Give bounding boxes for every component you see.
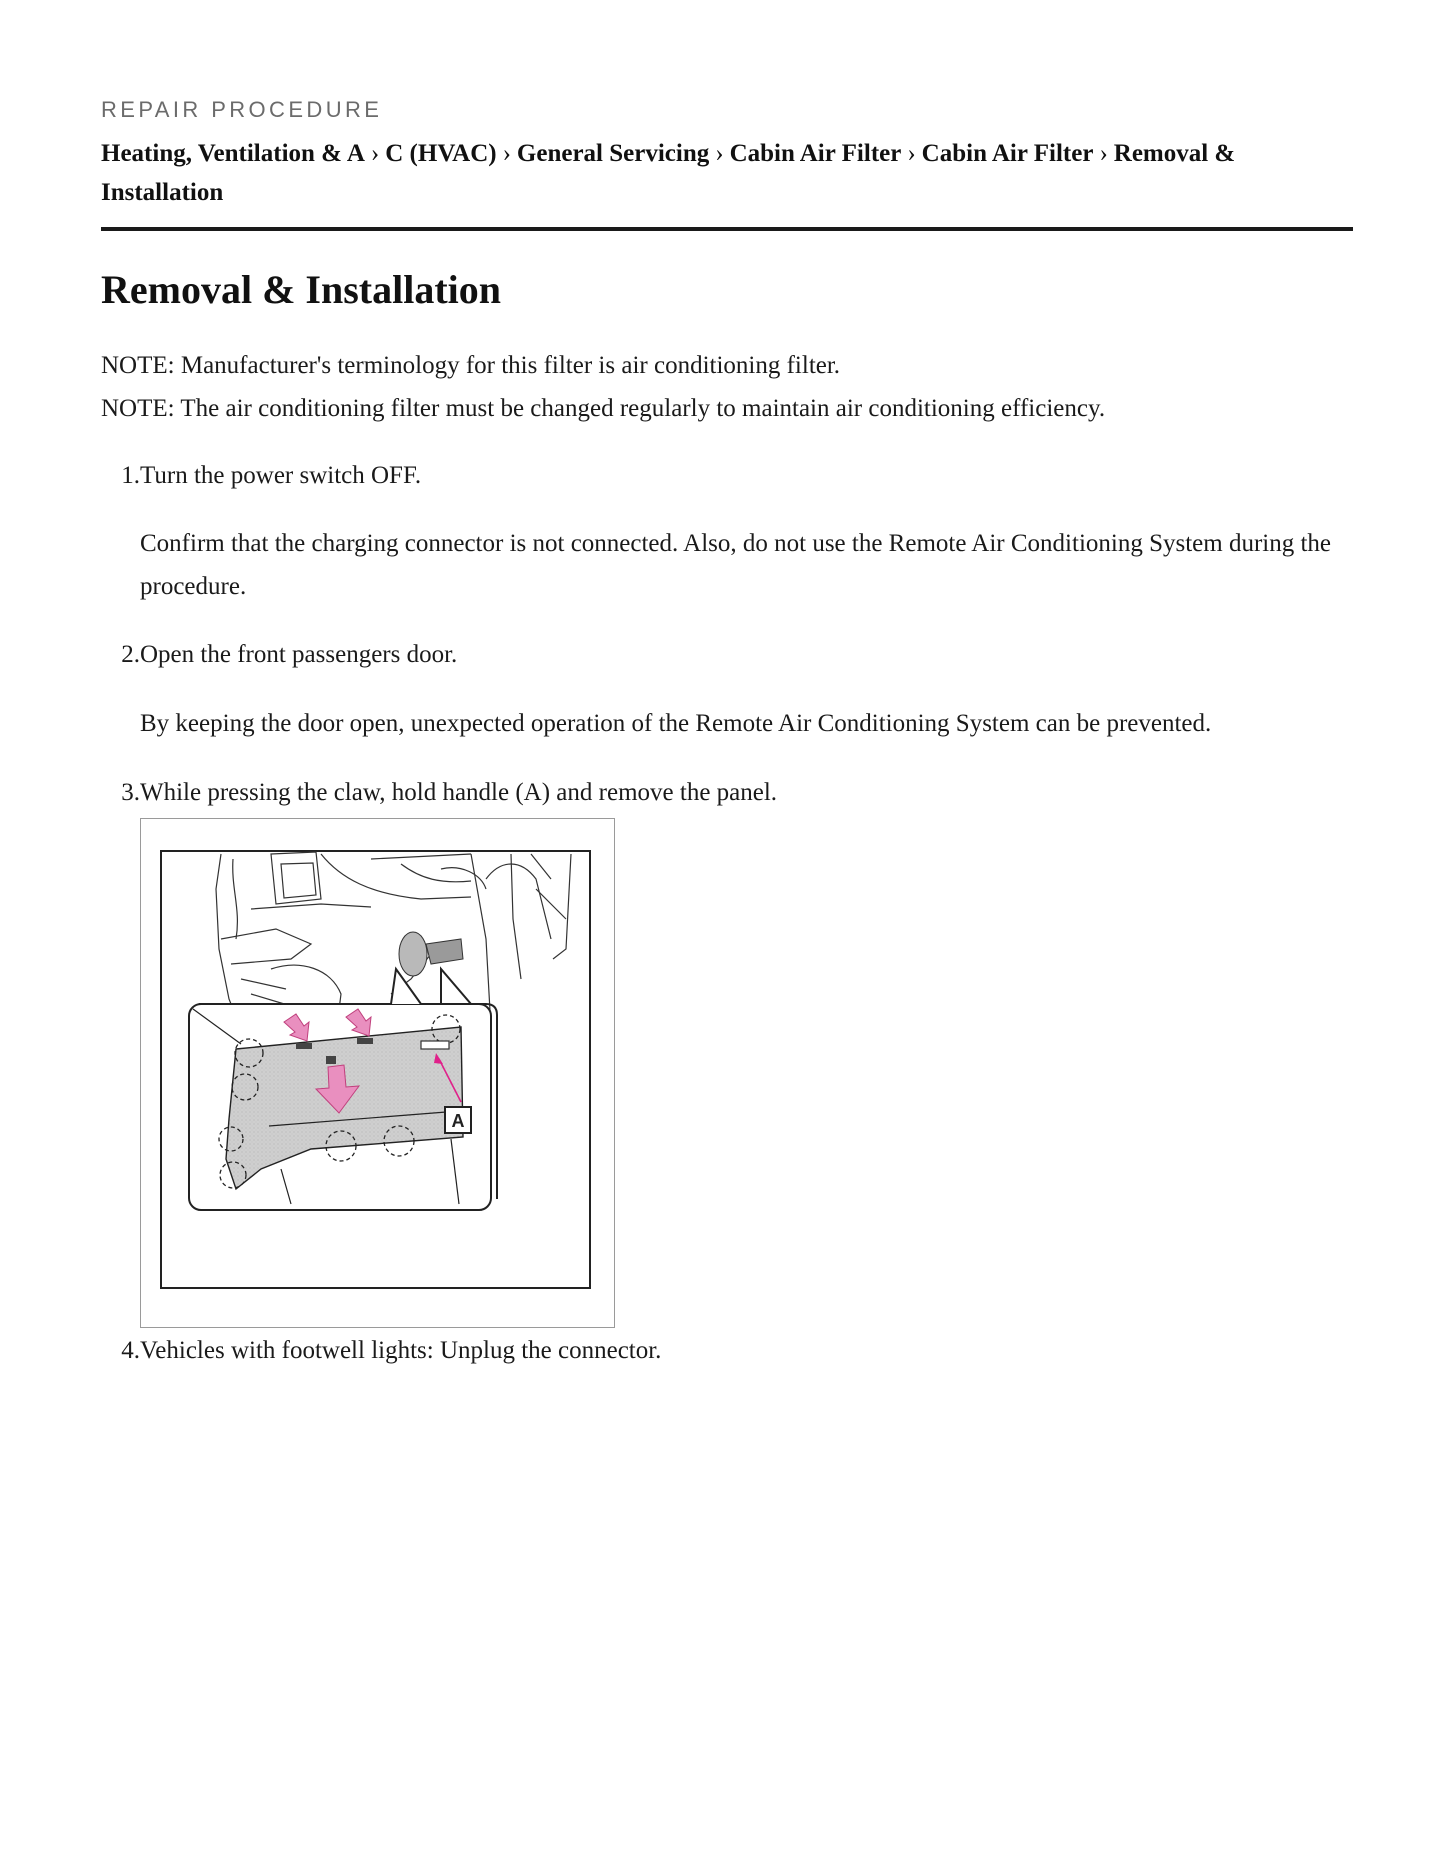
breadcrumb-separator: › xyxy=(370,140,380,167)
step-text: Turn the power switch OFF. xyxy=(140,462,422,489)
section-label: REPAIR PROCEDURE xyxy=(101,97,383,122)
breadcrumb-separator: › xyxy=(502,140,511,167)
step-text: While pressing the claw, hold handle (A) and remove the panel. xyxy=(140,779,778,806)
step-item xyxy=(101,1329,662,1372)
step-detail: By keeping the door open, unexpected operation of the Remote Air Conditioning System can be prevented. xyxy=(140,710,1212,737)
note-text: NOTE: Manufacturer's terminology for this filter is air conditioning filter. xyxy=(101,352,841,379)
page-title: Removal & Installation xyxy=(101,267,501,312)
step-item xyxy=(101,633,458,676)
breadcrumb-item[interactable]: Heating, Ventilation & A xyxy=(101,140,365,167)
breadcrumb-separator: › xyxy=(907,140,916,167)
glovebox-opening xyxy=(399,932,427,976)
step-number: 4. xyxy=(121,1337,140,1364)
breadcrumb-separator: › xyxy=(1099,140,1108,167)
breadcrumb-item[interactable]: C (HVAC) xyxy=(385,140,497,167)
procedure-illustration xyxy=(140,818,615,1328)
step-text: Open the front passengers door. xyxy=(140,641,458,668)
breadcrumb xyxy=(101,134,1353,212)
notes xyxy=(101,344,1105,430)
breadcrumb-item[interactable]: Cabin Air Filter xyxy=(729,140,902,167)
step-item xyxy=(101,454,422,497)
breadcrumb-item[interactable]: Cabin Air Filter xyxy=(921,140,1094,167)
breadcrumb-separator: › xyxy=(715,140,724,167)
breadcrumb-item-current: Removal & Installation xyxy=(101,140,1236,206)
step-item xyxy=(101,771,778,814)
header-divider xyxy=(101,227,1353,231)
step-detail: Confirm that the charging connector is not connected. Also, do not use the Remote Air Conditioning System during the procedure. xyxy=(140,530,1332,600)
step-number: 3. xyxy=(121,779,140,806)
breadcrumb-item[interactable]: General Servicing xyxy=(516,140,710,167)
glovebox-opening xyxy=(426,939,463,964)
step-text: Vehicles with footwell lights: Unplug the connector. xyxy=(140,1337,662,1364)
callout-a-label: A xyxy=(451,1111,465,1131)
glove-box-panel-illustration xyxy=(141,819,613,1326)
step-number: 2. xyxy=(121,641,140,668)
note-text: NOTE: The air conditioning filter must be changed regularly to maintain air conditioning efficiency. xyxy=(101,395,1106,422)
step-number: 1. xyxy=(121,462,140,489)
